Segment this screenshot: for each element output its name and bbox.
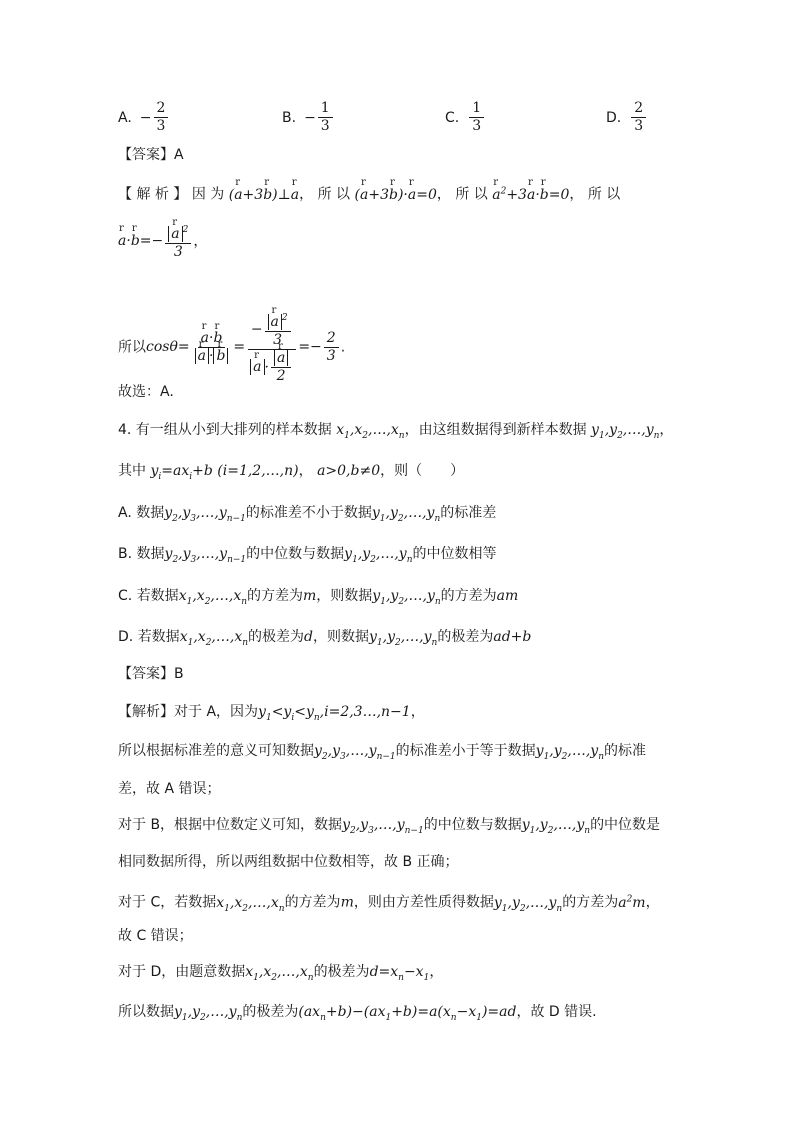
q4-answer-label: 【答案】 (118, 666, 174, 682)
option-a-sign: − (139, 109, 152, 126)
q4-option-b-t1: 数据 (136, 546, 165, 562)
q4-c1: 对于 C，若数据 (118, 894, 217, 911)
q4-analysis-label: 【解析】 (118, 704, 174, 720)
q4-option-d-ad: ad+b (493, 629, 532, 645)
q4-option-b-t2: 的中位数与数据 (246, 546, 345, 562)
q4-option-b-m1: $y_2,y_3,\dots,y_{n-1}$ (164, 546, 247, 565)
q4-c4: 的方差为 (562, 894, 619, 911)
option-d-label: D. (606, 109, 622, 126)
q4-c1-m: m (340, 894, 354, 911)
option-d-num: 2 (631, 100, 646, 118)
q3-so-1: 所 以 (317, 186, 351, 203)
q3-so-cos: 所以 (118, 339, 146, 356)
q4-c3: ，则由方差性质得数据 (353, 894, 494, 911)
option-b-label: B. (282, 109, 297, 126)
q4-option-b (118, 544, 497, 570)
q4-a1: 对于 A，因为 (174, 704, 259, 720)
q4-c1-m1: $x_1,x_2,\dots,x_n$ (216, 894, 285, 914)
q4-d3: 所以数据 (118, 1004, 174, 1020)
q4-option-d-d: d (304, 629, 313, 645)
q4-d1-m1: $x_1,x_2,\dots,x_n$ (245, 964, 314, 983)
q4-option-d (118, 627, 531, 653)
q3-choose: 故选：A. (118, 384, 174, 400)
option-c-label: C. (445, 109, 460, 126)
q3-answer-label: 【答案】 (118, 147, 174, 163)
q4-stem-a: 4. 有一组从小到大排列的样本数据 (118, 422, 332, 438)
option-a-den: 3 (156, 118, 166, 134)
q3-formula-ab: r a·r b=− r $\frac{a ^2}{3}$ (118, 233, 193, 249)
q4-math-x: $x_1,x_2,\dots,x_n$ (336, 422, 405, 441)
q4-a3: 的标准差小于等于数据 (395, 743, 536, 759)
q4-analysis-c1: 对于 C，若数据$x_1,x_2,\dots,x_n$的方差为m，则由方差性质得数据$y_1,y_2,\dots,y_n$的方差为$a^2m$， (118, 894, 660, 914)
option-a (118, 100, 170, 135)
q4-option-b-m2: $y_1,y_2,\dots,y_n$ (344, 546, 413, 565)
q4-stem-d: ，则（ ） (380, 463, 465, 479)
q4-option-d-t3: ，则数据 (312, 629, 369, 645)
q3-so-3: 所 以 (587, 186, 621, 203)
q4-option-a-label: A. (118, 505, 132, 521)
q4-b1-m1: $y_2,y_3,\dots,y_{n-1}$ (342, 817, 424, 836)
q4-option-c-am: am (496, 588, 519, 604)
q4-analysis-a2 (118, 741, 646, 767)
q4-d4: 的极差为 (242, 1004, 299, 1020)
q4-option-d-m2: $y_1,y_2,\dots,y_n$ (368, 629, 438, 648)
option-b-sign: − (304, 109, 316, 126)
q4-a2: 所以根据标准差的意义可知数据 (118, 743, 314, 759)
q4-d5: ，故 D 错误. (516, 1004, 597, 1020)
option-b-num: 1 (318, 100, 333, 118)
q4-b3: 的中位数是 (590, 817, 661, 833)
q4-option-a-m2: $y_1,y_2,\dots,y_n$ (371, 505, 441, 524)
q4-d1-range: $d=x_n-x_1$ (369, 964, 430, 983)
q3-formula-perp: (r a+3r b)⊥r a (229, 187, 299, 203)
q4-option-c-t4: 的方差为 (440, 588, 497, 604)
q4-option-d-m1: $x_1,x_2,\dots,x_n$ (179, 629, 249, 648)
q4-option-b-label: B. (118, 546, 133, 562)
q4-option-c-t2: 的方差为 (247, 588, 304, 604)
q3-so-2: 所 以 (455, 186, 488, 203)
option-d-fraction (631, 100, 646, 135)
option-b (282, 100, 335, 135)
q4-option-c-m1: $x_1,x_2,\dots,x_n$ (178, 588, 248, 607)
q4-a2-m1: $y_2,y_3,\dots,y_{n-1}$ (314, 743, 396, 762)
q4-option-d-t4: 的极差为 (437, 629, 494, 645)
q4-option-a-t3: 的标准差 (440, 505, 497, 521)
q3-analysis-label: 【 解 析 】 (118, 186, 188, 203)
q4-option-d-label: D. (118, 629, 134, 645)
q4-a2-m2: $y_1,y_2,\dots,y_n$ (535, 743, 604, 762)
q4-a4: 的标准 (604, 743, 646, 759)
q4-option-c-t1: 若数据 (136, 588, 179, 604)
q4-math-def: $y_i=ax_i+b$ (i=1,2,…,n) (150, 463, 299, 482)
q4-d2: 的极差为 (313, 964, 370, 980)
q4-d1: 对于 D，由题意数据 (118, 964, 246, 980)
option-b-fraction (318, 100, 333, 135)
q4-analysis-b1 (118, 815, 660, 841)
q3-because: 因 为 (191, 186, 225, 203)
q3-formula-cos: cosθ= r a·r b r a ·r b = − r $\frac{a ^2}{3}$ r a · r $\frac{a}{2}$ =− $\frac{2}{3}$ (146, 339, 341, 355)
q4-b2: 的中位数与数据 (423, 817, 522, 833)
q4-analysis-c5: 故 C 错误； (118, 928, 193, 944)
q3-formula-expand: r $a^2+3r$ a·r b=0 (492, 187, 569, 203)
option-d-den: 3 (634, 118, 644, 134)
q4-option-c-m: m (303, 588, 317, 604)
option-d (606, 100, 648, 135)
q4-d3-formula: $(ax_n+b)-(ax_1+b)=a(x_n-x_1)=ad$ (298, 1004, 517, 1023)
q4-option-c-m2: $y_1,y_2,\dots,y_n$ (372, 588, 441, 607)
q4-math-y: $y_1,y_2,\dots,y_n$ (591, 422, 660, 441)
q4-answer (118, 664, 184, 684)
option-b-den: 3 (320, 118, 330, 134)
q4-analysis-d1: 对于 D，由题意数据$x_1,x_2,\dots,x_n$的极差为$d=x_n-x_1$， (118, 964, 444, 983)
q4-analysis-b4: 相同数据所得，所以两组数据中位数相等，故 B 正确； (118, 854, 459, 870)
q4-option-c (118, 586, 518, 612)
option-c-fraction (469, 100, 484, 135)
q4-analysis-a1: 【解析】对于 A，因为$y_1<y_i<y_n,i=2,3\dots,n-1$， (118, 704, 425, 723)
q4-b1: 对于 B，根据中位数定义可知，数据 (118, 817, 343, 833)
q4-option-a-m1: $y_2,y_3,\dots,y_{n-1}$ (164, 505, 246, 524)
q3-formula-dot-zero: (r a+3r b)·r a=0 (355, 187, 437, 203)
q4-option-b-t3: 的中位数相等 (412, 546, 497, 562)
q3-analysis-line2: r a·r b=− r $\frac{a ^2}{3}$ ， (118, 222, 207, 261)
option-a-label: A. (118, 109, 132, 126)
q4-a1-math: $y_1<y_i<y_n,i=2,3\dots,n-1$ (258, 704, 411, 723)
q4-stem-c: 其中 (118, 463, 146, 479)
q4-c2: 的方差为 (284, 894, 341, 911)
q4-option-a-t1: 数据 (136, 505, 165, 521)
q4-analysis-a5: 差，故 A 错误； (118, 781, 221, 797)
q3-analysis-line1: 【 解 析 】 因 为 (r a+3r b)⊥r a， 所 以 (r a+3r b)·r a=0， 所 以 r $a^2+3r$ a·r b=0， 所 以 (118, 181, 620, 205)
q4-math-cond: a>0,b≠0 (317, 463, 381, 479)
q4-b1-m2: $y_1,y_2,\dots,y_n$ (521, 817, 591, 836)
q4-stem-line2: 其中 $y_i=ax_i+b$ (i=1,2,…,n)， a>0,b≠0，则（ ） (118, 463, 465, 482)
option-c (445, 100, 486, 135)
q4-option-c-t3: ，则数据 (316, 588, 373, 604)
q3-answer (118, 145, 184, 165)
q4-option-a-t2: 的标准差不小于数据 (245, 505, 372, 521)
option-a-num: 2 (154, 100, 169, 118)
q4-c1-a2m: $a^2m$ (618, 894, 646, 911)
option-a-fraction (154, 100, 169, 135)
q4-option-c-label: C. (118, 588, 133, 604)
q4-option-a (118, 503, 496, 529)
q4-option-d-t1: 若数据 (137, 629, 180, 645)
option-c-num: 1 (469, 100, 484, 118)
q4-analysis-d3 (118, 1002, 597, 1028)
q4-stem-line1: 4. 有一组从小到大排列的样本数据 $x_1,x_2,\dots,x_n$，由这组数据得到新样本数据 $y_1,y_2,\dots,y_n$， (118, 422, 674, 441)
q3-answer-value: A (174, 147, 184, 163)
q4-c1-m2: $y_1,y_2,\dots,y_n$ (493, 894, 563, 914)
q4-answer-value: B (174, 666, 184, 682)
option-c-den: 3 (472, 118, 482, 134)
q3-cos-line: 所以cosθ= r a·r b r a ·r b = − r $\frac{a ^2}{3}$ r a · r $\frac{a}{2}$ =− $\frac{2}{3}$ . (118, 310, 345, 385)
q4-d3-m1: $y_1,y_2,\dots,y_n$ (174, 1004, 243, 1023)
q4-stem-b: ，由这组数据得到新样本数据 (404, 422, 587, 438)
q4-option-d-t2: 的极差为 (248, 629, 305, 645)
